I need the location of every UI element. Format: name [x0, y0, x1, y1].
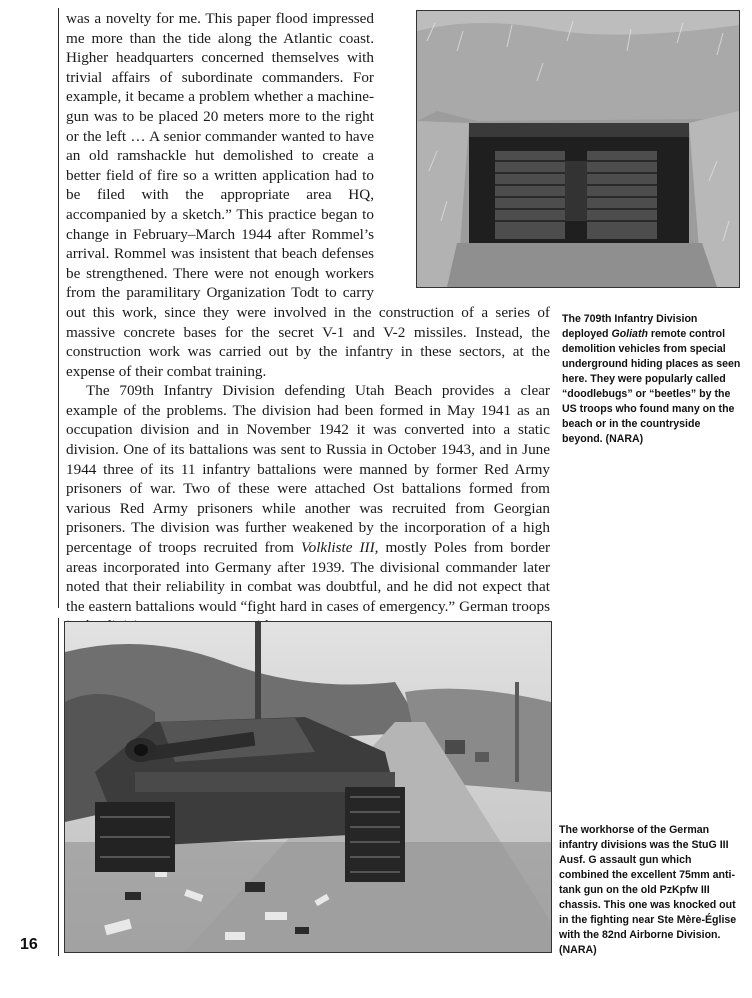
goliath-bunker-illustration: [417, 11, 739, 287]
photo-caption-bottom: The workhorse of the German infantry divisions was the StuG III Ausf. G assault gun which combined the excellent 75mm anti-tank gun on the old PzKpfw III chassis. This one was knocked out in the fighting near Ste Mère-Église with the 82nd Airborne Division. (NARA): [559, 824, 737, 956]
caption-top-italic: Goliath: [611, 328, 648, 340]
caption-top-text-b: remote control demolition vehicles from special underground hiding places as seen here. They were popularly called “doodlebugs” or “beetles” by the US troops who found many on the beach or in the countryside beyond. (NARA): [562, 328, 741, 445]
column-rule-top: [58, 8, 59, 608]
goliath-bunker-photo: [416, 10, 740, 288]
paragraph-2-text-a: The 709th Infantry Division defending Utah Beach provides a clear example of the problems. The division had been formed in May 1941 as an occupation division and in November 1942 it was converted into a static division. One of its battalions was sent to Russia in October 1943, and in June 1944 three of its 11 infantry battalions were manned by former Red Army prisoners of war. Two of these were attached Ost battalions formed from various Red Army prisoners while another was recruited from Georgian prisoners. The division was further weakened by the incorporation of a high percentage of troops recruited from: [66, 382, 550, 557]
stug-illustration: [65, 622, 551, 952]
paragraph-1-text: was a novelty for me. This paper flood impressed me more than the tide along the Atlantic coast. Higher headquarters concerned themselves with trivial affairs of subordinate commanders. For example, it became a problem whether a machine-gun was to be placed 20 meters more to the right or the left … A senior commander wanted to have an old ramshackle hut demolished to create a better field of fire so a written application had to be filed with the appropriate area HQ, accompanied by a sketch.” This practice began to change in February–March 1944 after Rommel’s arrival. Rommel was insistent that beach defenses be strengthened. There were not enough workers from the paramilitary Organization Todt to carry out this work, since they were involved in the construction of a series of massive concrete bases for the secret V-1 and V-2 missiles. Instead, the construction work was carried out by the infantry in these sectors, at the expense of their combat training.: [66, 10, 550, 380]
column-rule-bottom: [58, 618, 59, 956]
stug-assault-gun-photo: [64, 621, 552, 953]
photo-caption-top: [562, 312, 742, 447]
paragraph-2-italic: Volkliste III,: [301, 539, 379, 557]
page-number: 16: [20, 936, 38, 953]
caption-top-text-a: The 709th Infantry Division deployed: [562, 313, 698, 340]
paragraph-2-text-b: mostly Poles from border areas incorporated into Germany after 1939. The divisional commander later noted that their reliability in combat was doubtful, and he did not expect that the eastern battalions would “fight hard in cases of emergency.” German troops: [66, 539, 550, 615]
article-paragraph-2: [66, 381, 550, 636]
